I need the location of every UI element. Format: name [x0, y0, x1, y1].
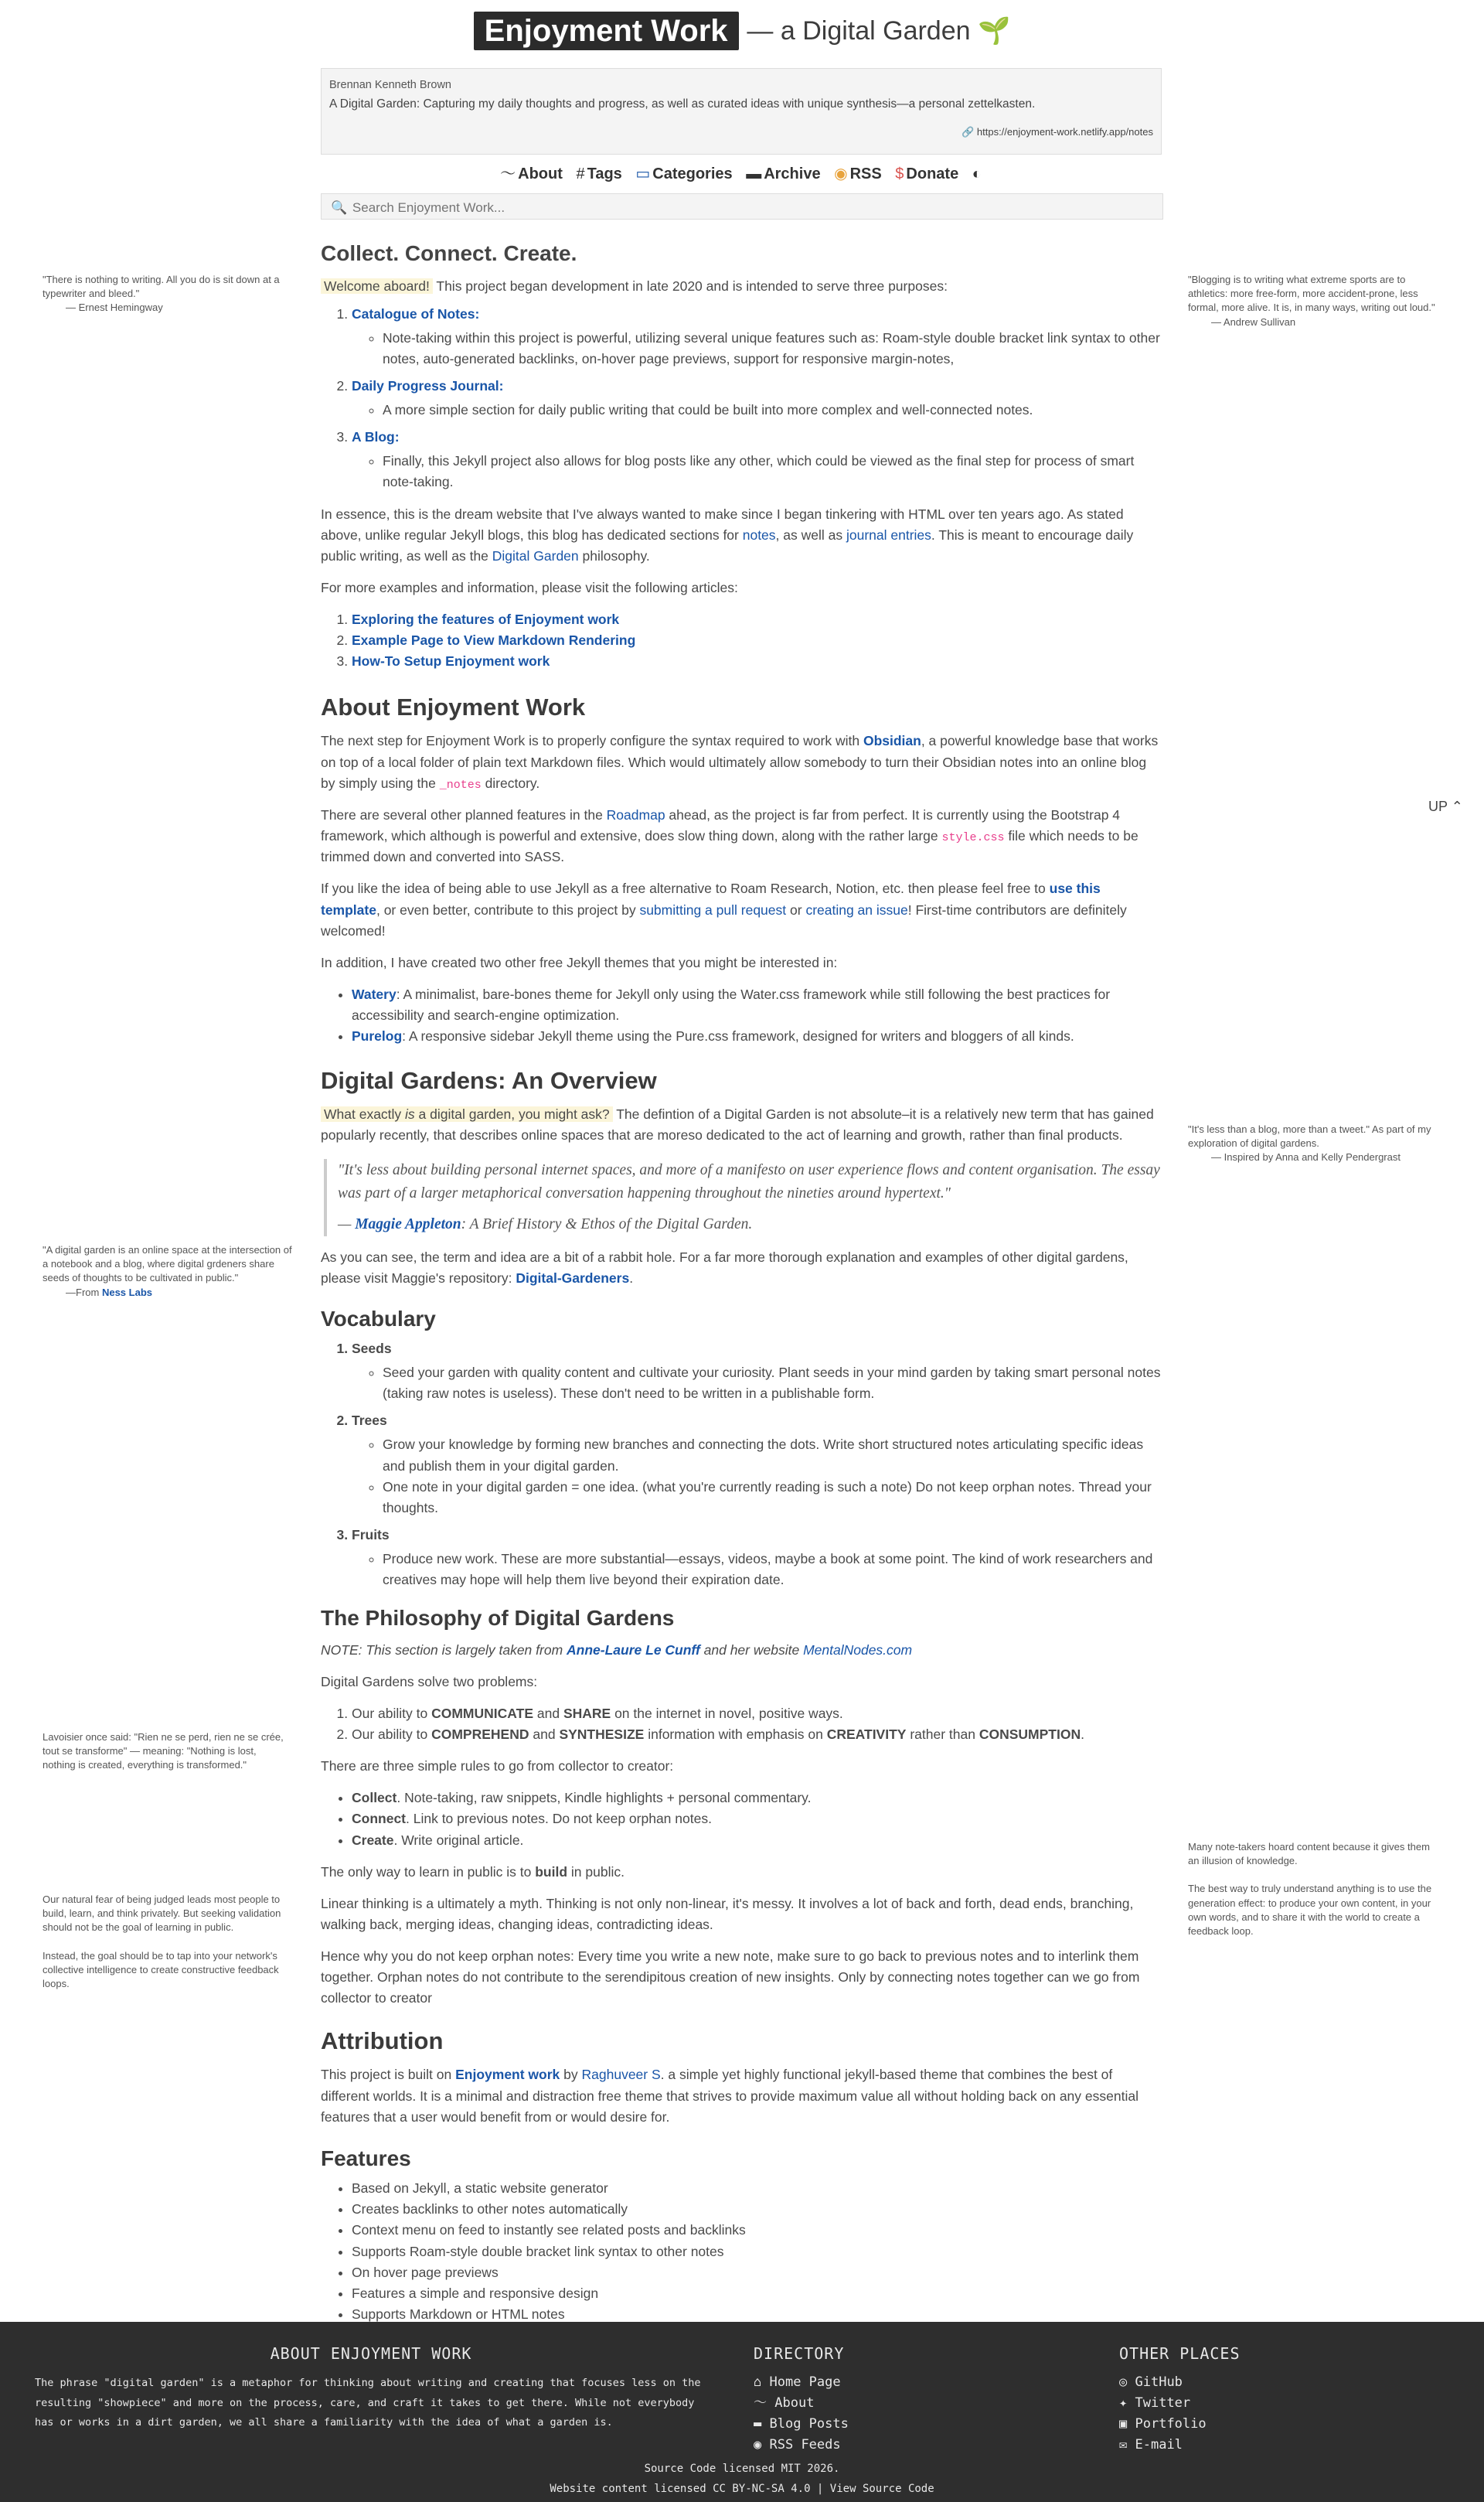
philosophy-heading: The Philosophy of Digital Gardens [321, 1606, 675, 1631]
rss-icon: ◉ [834, 165, 848, 182]
features-heading: Features [321, 2146, 411, 2170]
maggie-link[interactable]: Maggie Appleton [355, 1216, 461, 1233]
site-header [0, 0, 1484, 54]
articles-list [321, 609, 1163, 672]
main-content: Collect. Connect. Create. Welcome aboard! This project began development in late 2020 and is intended to serve three purposes: 1. Catalogue of Notes: ◦ Note-taking within this project is powerful, utilizing several unique features such as: Roam-style double bracket link syntax to other notes, auto-generated backlinks, on-hover page previews, support for responsive margin-notes, 2. Daily Progress Journal: ◦ A more simple section for daily public writing that could be built into more complex and well-connected notes. 3. A Blog: ◦ Finally, this Jekyll project also allows for blog posts like any other, which could be viewed as the final step for process of smart note-taking. In essence, this is the dream website that I've always wanted to make since I began tinkering with HTML over ten years ago. As stated above, unlike regular Jekyll blogs, this blog has dedicated sections for notes, as well as journal entries. This is meant to encourage daily public writing, as well as the Digital Garden philosophy. For more examples and information, please visit the following articles: 1. Exploring the features of Enjoyment work 2. Example Page to View Markdown Rendering 3. How-To Setup Enjoyment work About Enjoyment Work The next step for Enjoyment Work is to properly configure the syntax required to work with Obsidian, a powerful knowledge base that works on top of a local folder of plain text Markdown files. Which would ultimately allow somebody to turn their Obsidian notes into an online blog by simply using the _notes directory. There are several other planned features in the Roadmap ahead, as the project is far from perfect. It is currently using the Bootstrap 4 framework, which although is powerful and extensive, does slow thing down, along with the rather large style.css file which needs to be trimmed down and converted into SASS. If you like the idea of being able to use Jekyll as a free alternative to Roam Research, Notion, etc. then please feel free to use this template, or even better, contribute to this project by submitting a pull request or creating an issue! First-time contributors are definitely welcomed! In addition, I have created two other free Jekyll themes that you might be interested in: • Watery: A minimalist, bare-bones theme for Jekyll only using the Water.css framework while still following the best practices for accessibility and search-engine optimization. • Purelog: A responsive sidebar Jekyll theme using the Pure.css framework, designed for writers and bloggers of all kinds. Digital Gardens: An Overview What exactly is a digital garden, you might ask? The defintion of a Digital Garden is not absolute–it is a relatively new term that has gained popularly recently, that describes online spaces that are moreso dedicated to the act of learning and growth, rather than final products. "It's less about building personal internet spaces, and more of a manifesto on user experience flows and content organisation. The essay was part of a larger metaphorical conversation happening throughout the nineties around hypertext." — Maggie Appleton: A Brief History & Ethos of the Digital Garden. As you can see, the term and idea are a bit of a rabbit hole. For a far more thorough explanation and examples of other digital gardens, please visit Maggie's repository: Digital-Gardeners. Vocabulary 1. Seeds ◦ Seed your garden with quality content and cultivate your curiosity. Plant seeds in your mind garden by taking smart personal notes (taking raw notes is useless). These don't need to be written in a publishable form. 2. Trees ◦ Grow your knowledge by forming new branches and connecting the dots. Write short structured notes articulating specific ideas and publish them in your digital garden. ◦ One note in your digital garden = one idea. (what you're currently reading is such a note) Do not keep orphan notes. Thread your thoughts. 3. Fruits ◦ Produce new work. These are more substantial—essays, videos, maybe a book at some point. The kind of work researchers and creatives may hope will help them live beyond their expiration date. The Philosophy of Digital Gardens NOTE: This section is largely taken from Anne-Laure Le Cunff and her website MentalNodes.com Digital Gardens solve two problems: 1. Our ability to COMMUNICATE and SHARE on the internet in novel, positive ways. 2. Our ability to COMPREHEND and SYNTHESIZE information with emphasis on CREATIVITY rather than CONSUMPTION. There are three simple rules to go from collector to creator: • Collect. Note-taking, raw snippets, Kindle highlights + personal commentary. • Connect. Link to previous notes. Do not keep orphan notes. • Create. Write original article. The only way to learn in public is to build in public. Linear thinking is a ultimately a myth. Thinking is not only non-linear, it's messy. It involves a lot of back and forth, dead ends, branching, walking back, merging ideas, changing ideas, contradicting ideas. Hence why you do not keep orphan notes: Every time you write a new note, make sure to go back to previous notes and to interlink them together. Orphan notes do not contribute to the serendipitous creation of new insights. Only by connecting notes together can we go from collector to creator Attribution This project is built on Enjoyment work by Raghuveer S. a simple yet highly functional jekyll-based theme that combines the best of different worlds. It is a minimal and distraction free theme that strives to provide maximum value all without holding back on any essential features that a user would benefit from or would desire for. Features • Based on Jekyll, a static website generator • Creates backlinks to other notes automatically • Context menu on feed to instantly see related posts and backlinks • Supports Roam-style double bracket link syntax to other notes • On hover page previews • Features a simple and responsive design • Supports Markdown or HTML notes [321, 237, 1163, 2325]
footer-link-twitter[interactable]: ✦ Twitter [1119, 2395, 1191, 2411]
theme-toggle[interactable] [972, 165, 984, 182]
mentalnodes-link[interactable]: MentalNodes.com [803, 1641, 913, 1658]
chevron-up-icon: ⌃ [1451, 799, 1463, 814]
github-icon: ◎ [1119, 2374, 1128, 2390]
footer-directory: DIRECTORY ⌂ Home Page 〜 About ▬ Blog Posts ◉ RSS Feeds [754, 2342, 985, 2455]
footer-link-email[interactable]: ✉ E-mail [1119, 2436, 1183, 2453]
digital-gardeners-link[interactable]: Digital-Gardeners [516, 1270, 630, 1287]
themes-list: • Watery: A minimalist, bare-bones theme for Jekyll only using the Water.css framework while still following the best practices for accessibility and search-engine optimization. • Purelog: A responsive sidebar Jekyll theme using the Pure.css framework, designed for writers and bloggers of all kinds. [321, 984, 1163, 1047]
footer-link-home[interactable]: ⌂ Home Page [754, 2374, 841, 2390]
article-link[interactable]: Example Page to View Markdown Rendering [352, 632, 636, 649]
question-highlight: What exactly is a digital garden, you might ask? [321, 1106, 613, 1122]
sidenote-ness: "A digital garden is an online space at the intersection of a notebook and a blog, where digital grdeners share seeds of thoughts to be cultivated in public." —From Ness Labs [43, 1244, 292, 1298]
about-heading: About Enjoyment Work [321, 694, 586, 721]
search-icon: 🔍 [331, 200, 348, 215]
list-item: 1. Seeds ◦ Seed your garden with quality content and cultivate your curiosity. Plant seeds in your mind garden by taking smart personal notes (taking raw notes is useless). These don't need to be written in a publishable form. [352, 1338, 1163, 1404]
article-link[interactable]: How-To Setup Enjoyment work [352, 653, 550, 670]
briefcase-icon: ▣ [1119, 2415, 1128, 2432]
footer-link-github[interactable]: ◎ GitHub [1119, 2374, 1183, 2390]
nav-donate[interactable]: $ Donate [895, 165, 959, 182]
site-footer [0, 2322, 1484, 2502]
footer-link-portfolio[interactable]: ▣ Portfolio [1119, 2415, 1207, 2432]
vocab-list [321, 1338, 1163, 1590]
footer-link-about[interactable]: 〜 About [754, 2395, 815, 2411]
sidenote-lavoisier: Lavoisier once said: "Rien ne se perd, rien ne se crée, tout se transforme" — meaning: "Nothing is lost, nothing is created, everything is transformed." [43, 1731, 284, 1771]
article-link[interactable]: Exploring the features of Enjoyment work [352, 612, 620, 628]
list-item: 2. Trees ◦ Grow your knowledge by forming new branches and connecting the dots. Write short structured notes articulating specific ideas and publish them in your digital garden. ◦ One note in your digital garden = one idea. (what you're currently reading is such a note) Do not keep orphan notes. Thread your thoughts. [352, 1410, 1163, 1519]
digital-garden-link[interactable]: Digital Garden [492, 547, 579, 564]
envelope-icon: ✉ [1119, 2436, 1128, 2453]
wave-icon: 〜 [754, 2395, 767, 2411]
sprout-icon: 🌱 [978, 16, 1011, 46]
enjoyment-work-link[interactable]: Enjoyment work [455, 2067, 560, 2083]
purposes-list [321, 304, 1163, 493]
site-title[interactable]: Enjoyment Work [474, 12, 739, 50]
issue-link[interactable]: creating an issue [805, 902, 908, 918]
wave-icon: 〜 [500, 165, 516, 182]
sidenote-hoard: Many note-takers hoard content because it gives them an illusion of knowledge. The best way to truly understand anything is to use the generation effect: to produce your own content, in your own words, and to share it with the world to create a feedback loop. [1188, 1841, 1432, 1937]
roadmap-link[interactable]: Roadmap [606, 806, 665, 823]
obsidian-link[interactable]: Obsidian [863, 733, 921, 749]
watery-link[interactable]: Watery [352, 986, 397, 1002]
footer-link-rss[interactable]: ◉ RSS Feeds [754, 2436, 841, 2453]
vocab-heading: Vocabulary [321, 1306, 436, 1331]
attribution-heading: Attribution [321, 2027, 444, 2055]
list-item: 3. A Blog: ◦ Finally, this Jekyll project also allows for blog posts like any other, which could be viewed as the final step for process of smart note-taking. [352, 427, 1163, 493]
archive-icon: ▬ [746, 165, 762, 182]
problems-list: 1. Our ability to COMMUNICATE and SHARE on the internet in novel, positive ways. 2. Our ability to COMPREHEND and SYNTHESIZE information with emphasis on CREATIVITY rather than CONSUMPTION. [321, 1703, 1163, 1745]
nav-rss[interactable]: ◉ RSS [834, 165, 882, 182]
main-nav [321, 162, 1163, 186]
nav-about[interactable]: 〜 About [500, 165, 563, 182]
features-list: • Based on Jekyll, a static website generator • Creates backlinks to other notes automatically • Context menu on feed to instantly see related posts and backlinks • Supports Roam-style double bracket link syntax to other notes • On hover page previews • Features a simple and responsive design • Supports Markdown or HTML notes [321, 2178, 1163, 2325]
list-item: 3. Fruits ◦ Produce new work. These are more substantial—essays, videos, maybe a book at some point. The kind of work researchers and creatives may hope will help them live beyond their expiration date. [352, 1525, 1163, 1590]
welcome-highlight: Welcome aboard! [321, 278, 433, 294]
nav-archive[interactable]: ▬ Archive [746, 165, 821, 182]
overview-heading: Digital Gardens: An Overview [321, 1067, 657, 1095]
license-link[interactable]: CC BY-NC-SA 4.0 [713, 2482, 811, 2495]
blockquote: "It's less about building personal internet spaces, and more of a manifesto on user experience flows and content organisation. The essay was part of a larger metaphorical conversation happening throughout the nineties around hypertext." — Maggie Appleton: A Brief History & Ethos of the Digital Garden. [324, 1159, 1163, 1237]
twitter-icon: ✦ [1119, 2395, 1128, 2411]
scroll-up-button[interactable]: UP ⌃ [1428, 799, 1463, 814]
contrast-icon: ◐ [972, 165, 982, 182]
hash-icon: # [576, 165, 585, 182]
view-source-link[interactable]: View Source Code [829, 2482, 934, 2495]
sidenote-fear: Our natural fear of being judged leads most people to build, learn, and think privately. But seeking validation should not be the goal of learning in public. Instead, the goal should be to tap into your network's collective intelligence to create constructive feedback loops. [43, 1894, 281, 1989]
rss-icon: ◉ [754, 2436, 762, 2453]
list-item: 2. Daily Progress Journal: ◦ A more simple section for daily public writing that could be built into more complex and well-connected notes. [352, 376, 1163, 421]
collect-heading: Collect. Connect. Create. [321, 241, 577, 265]
home-icon: ⌂ [754, 2374, 762, 2390]
search-bar[interactable] [321, 193, 1163, 220]
purelog-link[interactable]: Purelog [352, 1028, 403, 1045]
author-name: Brennan Kenneth Brown [329, 79, 451, 91]
dollar-icon: $ [895, 165, 904, 182]
use-template-link[interactable]: use this template [321, 881, 1101, 918]
journal-link[interactable]: journal entries [846, 527, 931, 543]
site-description: A Digital Garden: Capturing my daily thoughts and progress, as well as curated ideas with unique synthesis—a personal zettelkasten. [329, 97, 1036, 111]
footer-about: ABOUT ENJOYMENT WORK The phrase "digital garden" is a metaphor for thinking about writing and creating that focuses less on the resulting "showpiece" and more on the process, care, and craft it takes to get there. While not everybody has or works in a dirt garden, we all share a familiarity with the idea of what a garden is. [35, 2344, 701, 2429]
author-card [321, 68, 1162, 155]
anne-laure-link[interactable]: Anne-Laure Le Cunff [567, 1641, 700, 1658]
folder-icon: ▭ [635, 165, 651, 182]
site-url[interactable]: 🔗 https://enjoyment-work.netlify.app/notes [962, 126, 1153, 138]
rules-list: • Collect. Note-taking, raw snippets, Kindle highlights + personal commentary. • Connect. Link to previous notes. Do not keep orphan notes. • Create. Write original article. [321, 1788, 1163, 1850]
archive-icon: ▬ [754, 2415, 762, 2432]
ness-labs-link[interactable]: Ness Labs [101, 1286, 152, 1298]
list-item: 1. Catalogue of Notes: ◦ Note-taking within this project is powerful, utilizing several unique features such as: Roam-style double bracket link syntax to other notes, auto-generated backlinks, on-hover page previews, support for responsive margin-notes, [352, 304, 1163, 370]
notes-link[interactable]: notes [742, 527, 776, 543]
raghuveer-link[interactable]: Raghuveer S [581, 2067, 661, 2083]
pull-request-link[interactable]: submitting a pull request [639, 902, 787, 918]
footer-other-places: OTHER PLACES ◎ GitHub ✦ Twitter ▣ Portfolio ✉ E-mail [1119, 2342, 1351, 2455]
footer-license: Source Code licensed MIT 2026. Website content licensed CC BY-NC-SA 4.0 | View Source Code [550, 2463, 934, 2495]
nav-tags[interactable]: # Tags [576, 165, 622, 182]
sidenote-hemingway: "There is nothing to writing. All you do is sit down at a typewriter and bleed." — Ernest Hemingway [43, 274, 280, 314]
sidenote-tweet: "It's less than a blog, more than a tweet." As part of my exploration of digital gardens. — Inspired by Anna and Kelly Pendergrast [1188, 1123, 1431, 1164]
search-input[interactable] [351, 199, 1127, 216]
nav-categories[interactable]: ▭ Categories [635, 165, 733, 182]
footer-link-blog[interactable]: ▬ Blog Posts [754, 2415, 849, 2432]
sidenote-sullivan: "Blogging is to writing what extreme sports are to athletics: more free-form, more accident-prone, less formal, more alive. It is, in many ways, writing out loud." — Andrew Sullivan [1188, 274, 1435, 328]
link-icon: 🔗 [962, 126, 975, 138]
site-tagline: — a Digital Garden 🌱 [747, 16, 1011, 46]
